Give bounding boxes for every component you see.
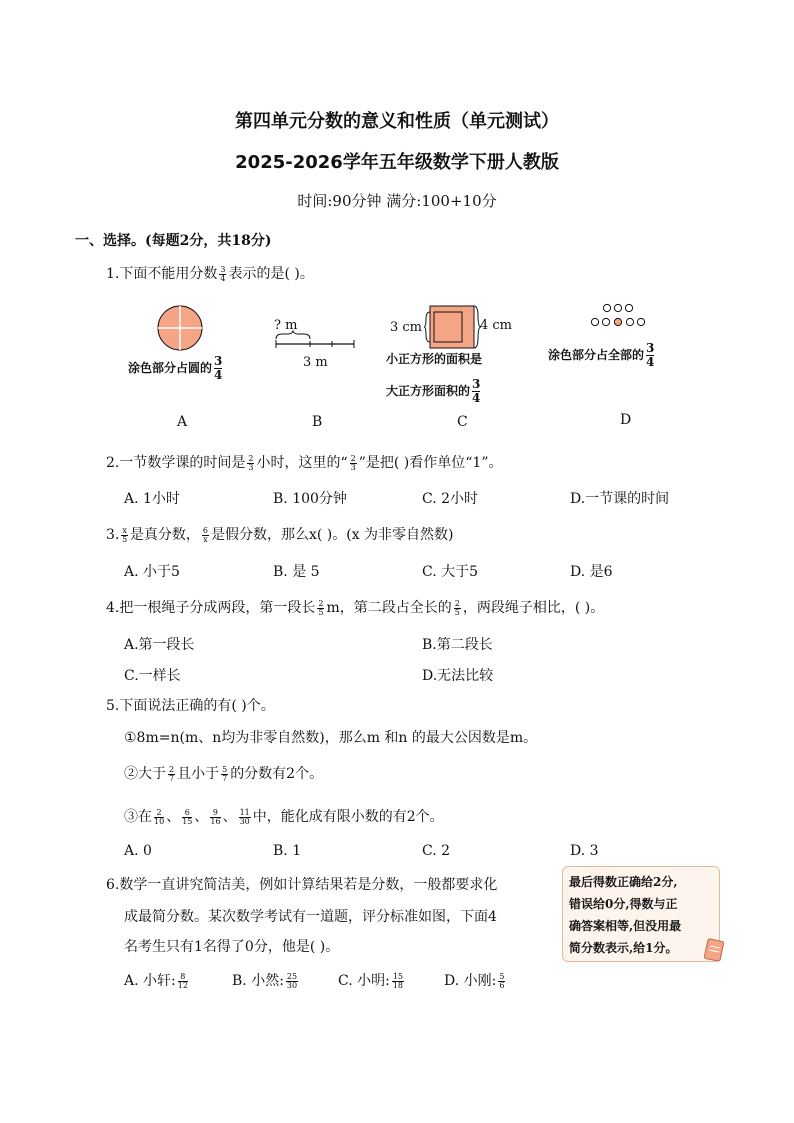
question-1: 1.下面不能用分数 $\frac{3}{4}$ 表示的是( )。 (106, 264, 314, 283)
fraction: $\frac{3}{4}$ (220, 264, 226, 283)
q5-statement-3: ③在 $\frac{2}{10}$ 、 $\frac{6}{15}$ 、 $\frac{9}{16}$ 、 $\frac{11}{30}$ 中，能化成有限小数的有2个。 (124, 807, 444, 826)
question-6-line-1: 6.数学一直讲究简洁美，例如计算结果若是分数，一般都要求化 (106, 877, 498, 893)
q5-option-c[interactable]: C. 2 (422, 843, 451, 859)
q5-option-a[interactable]: A. 0 (124, 843, 152, 859)
q2-option-c[interactable]: C. 2小时 (422, 491, 479, 507)
option-a-circle (155, 303, 205, 353)
option-c-letter: C (457, 414, 468, 430)
page-subtitle: 2025-2026学年五年级数学下册人教版 (235, 152, 559, 173)
question-2: 2.一节数学课的时间是 $\frac{2}{3}$ 小时，这里的“ $\frac{2}{3}$ ”是把( )看作单位“1”。 (106, 453, 503, 472)
q2-option-b[interactable]: B. 100分钟 (273, 491, 347, 507)
q3-option-a[interactable]: A. 小于5 (124, 564, 180, 580)
paper-doodle-icon (702, 936, 728, 964)
q3-option-d[interactable]: D. 是6 (570, 564, 613, 580)
q5-statement-1: ①8m=n(m、n均为非零自然数)，那么m 和n 的最大公因数是m。 (124, 730, 538, 746)
q4-option-a[interactable]: A.第一段长 (124, 637, 195, 653)
q5-statement-2: ②大于 $\frac{2}{7}$ 且小于 $\frac{5}{7}$ 的分数有2个。 (124, 764, 324, 783)
q6-option-b[interactable]: B. 小然: $\frac{25}{30}$ (232, 971, 298, 990)
q4-option-b[interactable]: B.第二段长 (422, 637, 493, 653)
scoring-note: 最后得数正确给2分, 错误给0分,得数与正 确答案相等,但没用最 简分数表示,给1分。 (562, 866, 720, 962)
option-c-left-label: 3 cm (390, 320, 423, 335)
option-b-top-label: ? m (274, 318, 298, 333)
q4-option-d[interactable]: D.无法比较 (422, 668, 494, 684)
question-3: 3. $\frac{x}{5}$ 是真分数， $\frac{6}{x}$ 是假分数，那么x( )。(x 为非零自然数) (106, 525, 454, 544)
question-6-line-3: 名考生只有1名得了0分，他是( )。 (124, 939, 340, 955)
exam-meta: 时间:90分钟 满分:100+10分 (297, 192, 497, 210)
question-4: 4.把一根绳子分成两段，第一段长 $\frac{2}{5}$ m，第二段占全长的 $\frac{2}{5}$ ，两段绳子相比，( )。 (106, 598, 605, 617)
option-c-caption-2: 大正方形面积的 $\frac{3}{4}$ (386, 377, 481, 405)
q2-option-a[interactable]: A. 1小时 (124, 491, 180, 507)
page-title: 第四单元分数的意义和性质（单元测试） (235, 111, 559, 132)
option-b-letter: B (312, 414, 323, 430)
q6-option-a[interactable]: A. 小轩: $\frac{8}{12}$ (124, 971, 188, 990)
q3-option-b[interactable]: B. 是 5 (273, 564, 320, 580)
q3-option-c[interactable]: C. 大于5 (422, 564, 479, 580)
q6-option-d[interactable]: D. 小刚: $\frac{5}{6}$ (444, 971, 505, 990)
option-c-caption-1: 小正方形的面积是 (386, 352, 483, 366)
option-c-right-label: 4 cm (480, 318, 513, 333)
option-a-letter: A (177, 414, 188, 430)
q2-option-d[interactable]: D.一节课的时间 (570, 491, 670, 507)
question-5: 5.下面说法正确的有( )个。 (106, 698, 275, 714)
option-d-dots (590, 302, 646, 332)
section-heading: 一、选择。(每题2分，共18分) (75, 233, 272, 249)
option-b-bottom-label: 3 m (303, 355, 328, 370)
option-c-squares (424, 302, 482, 352)
option-a-caption: 涂色部分占圆的 $\frac{3}{4}$ (128, 354, 223, 382)
option-d-letter: D (620, 412, 632, 428)
q5-option-d[interactable]: D. 3 (570, 843, 599, 859)
option-d-caption: 涂色部分占全部的 $\frac{3}{4}$ (548, 341, 655, 369)
q5-option-b[interactable]: B. 1 (273, 843, 302, 859)
question-6-line-2: 成最简分数。某次数学考试有一道题，评分标准如图，下面4 (124, 909, 497, 925)
q4-option-c[interactable]: C.一样长 (124, 668, 181, 684)
option-b-line-diagram (272, 330, 358, 354)
q6-option-c[interactable]: C. 小明: $\frac{15}{18}$ (338, 971, 404, 990)
